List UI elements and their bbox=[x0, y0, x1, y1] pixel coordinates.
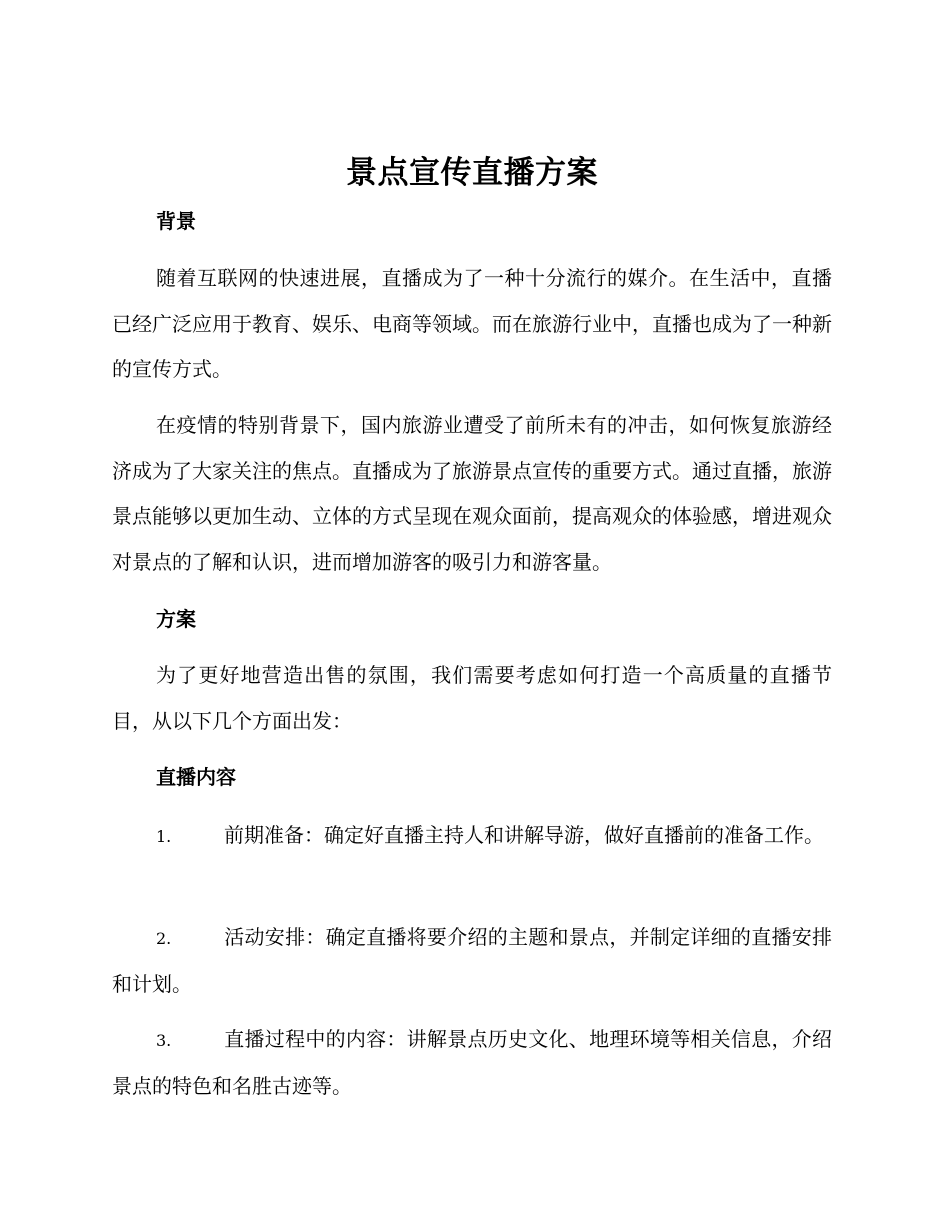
list-item-number: 3. bbox=[156, 1031, 172, 1050]
section-heading-plan: 方案 bbox=[156, 607, 196, 631]
list-item bbox=[112, 813, 832, 860]
list-item bbox=[112, 915, 832, 1007]
list-item-text: 直播过程中的内容：讲解景点历史文化、地理环境等相关信息，介绍景点的特色和名胜古迹等。 bbox=[112, 1027, 832, 1098]
list-item bbox=[112, 1017, 832, 1109]
paragraph-background-2: 在疫情的特别背景下，国内旅游业遭受了前所未有的冲击，如何恢复旅游经济成为了大家关注的焦点。直播成为了旅游景点宣传的重要方式。通过直播，旅游景点能够以更加生动、立体的方式呈现在观众面前，提高观众的体验感，增进观众对景点的了解和认识，进而增加游客的吸引力和游客量。 bbox=[112, 413, 832, 574]
paragraph-background-1: 随着互联网的快速进展，直播成为了一种十分流行的媒介。在生活中，直播已经广泛应用于教育、娱乐、电商等领域。而在旅游行业中，直播也成为了一种新的宣传方式。 bbox=[112, 266, 832, 381]
list-item-text: 前期准备：确定好直播主持人和讲解导游，做好直播前的准备工作。 bbox=[224, 823, 824, 847]
document-title: 景点宣传直播方案 bbox=[346, 155, 598, 191]
paragraph-plan-1: 为了更好地营造出售的氛围，我们需要考虑如何打造一个高质量的直播节目，从以下几个方面出发： bbox=[112, 663, 832, 733]
list-item-number: 2. bbox=[156, 929, 172, 948]
document-page bbox=[112, 0, 832, 1230]
section-heading-content: 直播内容 bbox=[156, 765, 236, 789]
section-heading-background: 背景 bbox=[156, 209, 196, 233]
list-item-number: 1. bbox=[156, 827, 172, 846]
list-item-text: 活动安排：确定直播将要介绍的主题和景点，并制定详细的直播安排和计划。 bbox=[112, 925, 832, 996]
